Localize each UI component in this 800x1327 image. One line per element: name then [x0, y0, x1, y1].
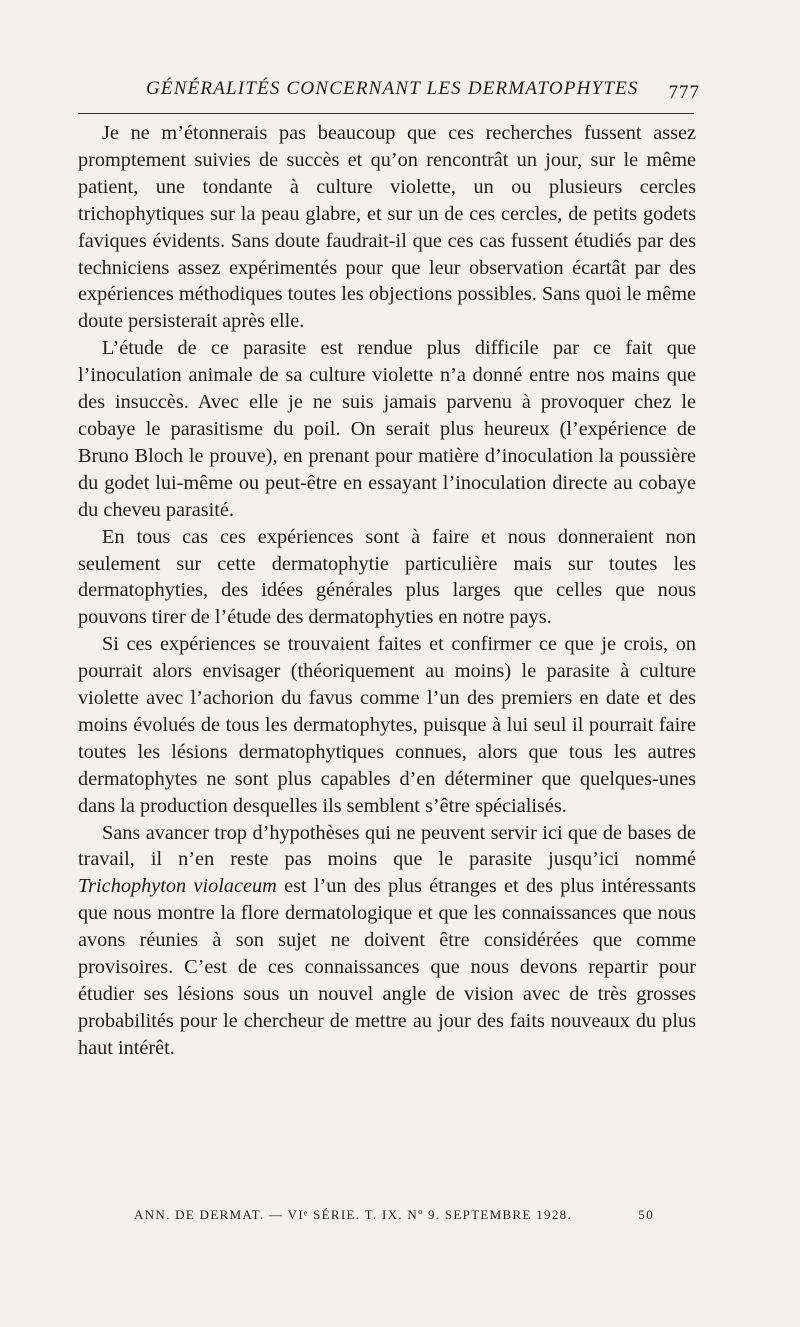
- species-name: Trichophyton violaceum: [78, 875, 277, 898]
- footer-journal-reference: ANN. DE DERMAT. — VIᵉ SÉRIE. T. IX. Nº 9. SEPTEMBRE 1928.: [134, 1207, 573, 1222]
- paragraph: Si ces expériences se trouvaient faites et confirmer ce que je crois, on pourrait alors envisager (théoriquement au moins) le parasite à culture violette avec l’achorion du favus comme l’un des premiers en date et des moins évolués de tous les dermatophytes, puisque à lui seul il pourrait faire toutes les lésions dermatophytiques connues, alors que tous les autres dermatophytes ne sont plus capables d’en déterminer que quelques-unes dans la production desquelles ils semblent s’être spécialisés.: [78, 633, 696, 817]
- paragraph: Je ne m’étonnerais pas beaucoup que ces recherches fussent assez promptement suivies de succès et qu’on rencontrât un jour, sur le même patient, une tondante à culture violette, un ou plusieurs cercles trichophytiques sur la peau glabre, et sur un de ces cercles, de petits godets faviques évidents. Sans doute faudrait-il que ces cas fussent étudiés par des techniciens assez expérimentés pour que leur observation écartât par des expériences méthodiques toutes les objections possibles. Sans quoi le même doute persisterait après elle.: [78, 122, 696, 333]
- paragraph: L’étude de ce parasite est rendue plus difficile par ce fait que l’inoculation animale de sa culture violette n’a donné entre nos mains que des insuccès. Avec elle je ne suis jamais parvenu à provoquer chez le cobaye le parasitisme du poil. On serait plus heureux (l’expérience de Bruno Bloch le prouve), en prenant pour matière d’inoculation la poussière du godet lui-même ou peut-être en essayant l’inoculation directe au cobaye du cheveu parasité.: [78, 337, 696, 521]
- footer-sheet-number: 50: [638, 1207, 654, 1222]
- paragraph-text: Sans avancer trop d’hypothèses qui ne peuvent servir ici que de bases de travail, il n’en reste pas moins que le parasite jusqu’ici nommé: [78, 821, 696, 871]
- page-header: [78, 72, 700, 106]
- paragraph-text: est l’un des plus étranges et des plus intéressants que nous montre la flore dermatologique et que les connaissances que nous avons réunies à son sujet ne doivent être considérées que comme provisoires. C’est de ces connaissances que nous devons repartir pour étudier ses lésions sous un nouvel angle de vision avec de très grosses probabilités pour le chercheur de mettre au jour des faits nouveaux du plus haut intérêt.: [78, 875, 696, 1059]
- page-number: 777: [668, 82, 700, 103]
- paragraph: En tous cas ces expériences sont à faire et nous donneraient non seulement sur cette dermatophytie particulière mais sur toutes les dermatophyties, des idées générales plus larges que celles que nous pouvons tirer de l’étude des dermatophyties en notre pays.: [78, 525, 696, 629]
- body-text: [78, 120, 696, 1062]
- running-title: GÉNÉRALITÉS CONCERNANT LES DERMATOPHYTES: [146, 78, 639, 99]
- header-rule: [78, 113, 694, 114]
- paragraph: [78, 820, 696, 1062]
